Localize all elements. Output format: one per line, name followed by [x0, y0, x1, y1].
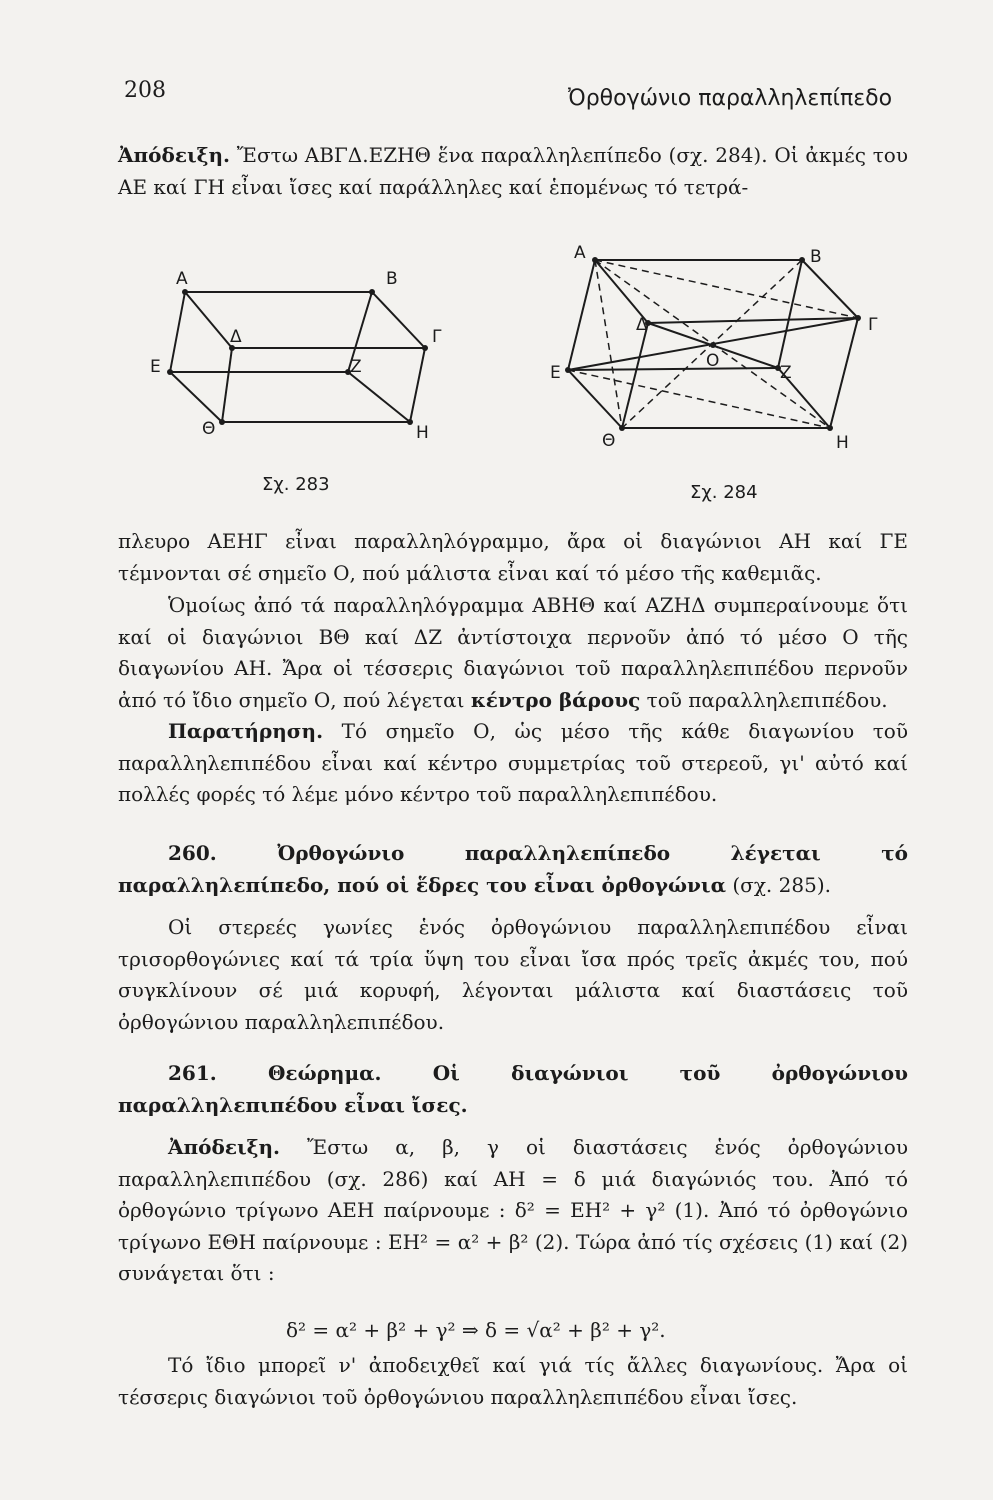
vertex — [182, 289, 188, 295]
section-260-heading — [118, 838, 908, 901]
vertex — [827, 425, 833, 431]
section-261-heading: 261. Θεώρημα. Οἱ διαγώνιοι τοῦ ὀρθογώνιου παραλληλεπιπέδου εἶναι ἴσες. — [118, 1061, 908, 1117]
edge — [348, 372, 410, 422]
label-G: Γ — [868, 315, 878, 335]
vertex — [565, 367, 571, 373]
label-O: Ο — [706, 351, 720, 371]
vertex — [799, 257, 805, 263]
edge — [622, 323, 648, 428]
remark-paragraph — [118, 716, 908, 811]
vertex — [407, 419, 413, 425]
vertex — [422, 345, 428, 351]
label-A: Α — [574, 243, 586, 263]
label-B: Β — [810, 247, 822, 267]
center-of-mass-term: κέντρο βάρους — [470, 687, 641, 712]
conclusion-paragraph: Τό ἴδιο μπορεῖ ν' ἀποδειχθεῖ καί γιά τίς ἄλλες διαγωνίους. Ἄρα οἱ τέσσερις διαγώνιοι τοῦ ὀρθογώνιου παραλληλεπιπέδου εἶναι ἴσες. — [118, 1353, 908, 1409]
paragraph-2-text: Ὁμοίως ἀπό τά παραλληλόγραμμα ΑΒΗΘ καί ΑΖΗΔ συμπεραίνουμε ὅτι καί οἱ διαγώνιοι ΒΘ καί ΔΖ ἀντίστοιχα περνοῦν ἀπό τό μέσο Ο τῆς διαγωνίου ΑΗ. Ἄρα οἱ τέσσερις διαγώνιοι τοῦ παραλληλεπιπέδου περνοῦν ἀπό τό ἴδιο σημεῖο Ο, πού λέγεται — [118, 593, 908, 712]
proof-label-261: Ἀπόδειξη. — [168, 1135, 281, 1159]
vertex — [369, 289, 375, 295]
edge — [170, 292, 185, 372]
section-260-ref: (σχ. 285). — [726, 872, 831, 897]
paragraph-2-end: τοῦ παραλληλεπιπέδου. — [640, 687, 888, 712]
label-B: Β — [386, 269, 398, 289]
label-H: Η — [836, 433, 849, 453]
label-E: Ε — [550, 363, 561, 383]
proof-text: Ἔστω ΑΒΓΔ.ΕΖΗΘ ἕνα παραλληλεπίπεδο (σχ. 284). Οἱ ἀκμές του ΑΕ καί ΓΗ εἶναι ἴσες καί παράλληλες καί ἑπομένως τό τετρά- — [118, 143, 908, 199]
label-H: Η — [416, 423, 429, 442]
label-TH: Θ — [202, 419, 216, 439]
caption-284: Σχ. 284 — [690, 482, 758, 503]
edge — [802, 260, 858, 318]
remark-label: Παρατήρηση. — [168, 719, 324, 743]
figure-283 — [140, 262, 470, 442]
vertex — [219, 419, 225, 425]
label-A: Α — [176, 269, 188, 289]
vertex — [619, 425, 625, 431]
label-E: Ε — [150, 357, 161, 377]
edge — [410, 348, 425, 422]
edge — [648, 318, 858, 323]
label-D: Δ — [230, 327, 242, 347]
edge — [568, 260, 595, 370]
label-D: Δ — [636, 315, 648, 335]
caption-283: Σχ. 283 — [262, 474, 330, 495]
edge — [778, 260, 802, 368]
paragraph-1: πλευρο ΑΕΗΓ εἶναι παραλληλόγραμμο, ἄρα οἱ διαγώνιοι ΑΗ καί ΓΕ τέμνονται σέ σημεῖο Ο, πού μάλιστα εἶναι καί τό μέσο τῆς καθεμιᾶς. — [118, 529, 908, 585]
label-Z: Ζ — [780, 363, 792, 383]
edge — [170, 372, 222, 422]
label-Z: Ζ — [350, 357, 362, 377]
figure-284 — [540, 238, 910, 463]
paragraph-2 — [118, 590, 908, 716]
section-260-title: 260. Ὀρθογώνιο παραλληλεπίπεδο λέγεται τό παραλληλεπίπεδο, πού οἱ ἕδρες του εἶναι ὀρθογώνια — [118, 841, 908, 897]
page-number: 208 — [124, 78, 166, 103]
equation: δ² = α² + β² + γ² ⇒ δ = √α² + β² + γ². — [286, 1318, 666, 1342]
proof-text-261: Ἔστω α, β, γ οἱ διαστάσεις ἑνός ὀρθογώνιου παραλληλεπιπέδου (σχ. 286) καί ΑΗ = δ μιά διαγώνιός του. Ἀπό τό ὀρθογώνιο τρίγωνο ΑΕΗ παίρνουμε : δ² = ΕΗ² + γ² (1). Ἀπό τό ὀρθογώνιο τρίγωνο ΕΘΗ παίρνουμε : ΕΗ² = α² + β² (2). Τώρα ἀπό τίς σχέσεις (1) καί (2) συνάγεται ὅτι : — [118, 1135, 908, 1285]
proof-paragraph-1 — [118, 140, 908, 203]
edge — [185, 292, 232, 348]
section-261-proof — [118, 1132, 908, 1290]
vertex — [855, 315, 861, 321]
section-260-text: Οἱ στερεές γωνίες ἑνός ὀρθογώνιου παραλληλεπιπέδου εἶναι τρισορθογώνιες καί τά τρία ὕψη του εἶναι ἴσα πρός τρεῖς ἀκμές του, πού συγκλίνουν σέ μιά κορυφή, λέγονται μάλιστα καί διαστάσεις τοῦ ὀρθογώνιου παραλληλεπιπέδου. — [118, 915, 908, 1034]
edge — [222, 348, 232, 422]
proof-label: Ἀπόδειξη. — [118, 143, 231, 167]
remark-text: Τό σημεῖο Ο, ὡς μέσο τῆς κάθε διαγωνίου τοῦ παραλληλεπιπέδου εἶναι καί κέντρο συμμετρίας τοῦ στερεοῦ, γι' αὐτό καί πολλές φορές τό λέμε μόνο κέντρο τοῦ παραλληλεπιπέδου. — [118, 719, 908, 806]
label-G: Γ — [432, 327, 442, 347]
vertex — [167, 369, 173, 375]
center-point — [710, 342, 716, 348]
vertex — [592, 257, 598, 263]
edge — [372, 292, 425, 348]
running-title: Ὀρθογώνιο παραλληλεπίπεδο — [568, 86, 893, 111]
label-TH: Θ — [602, 431, 616, 451]
